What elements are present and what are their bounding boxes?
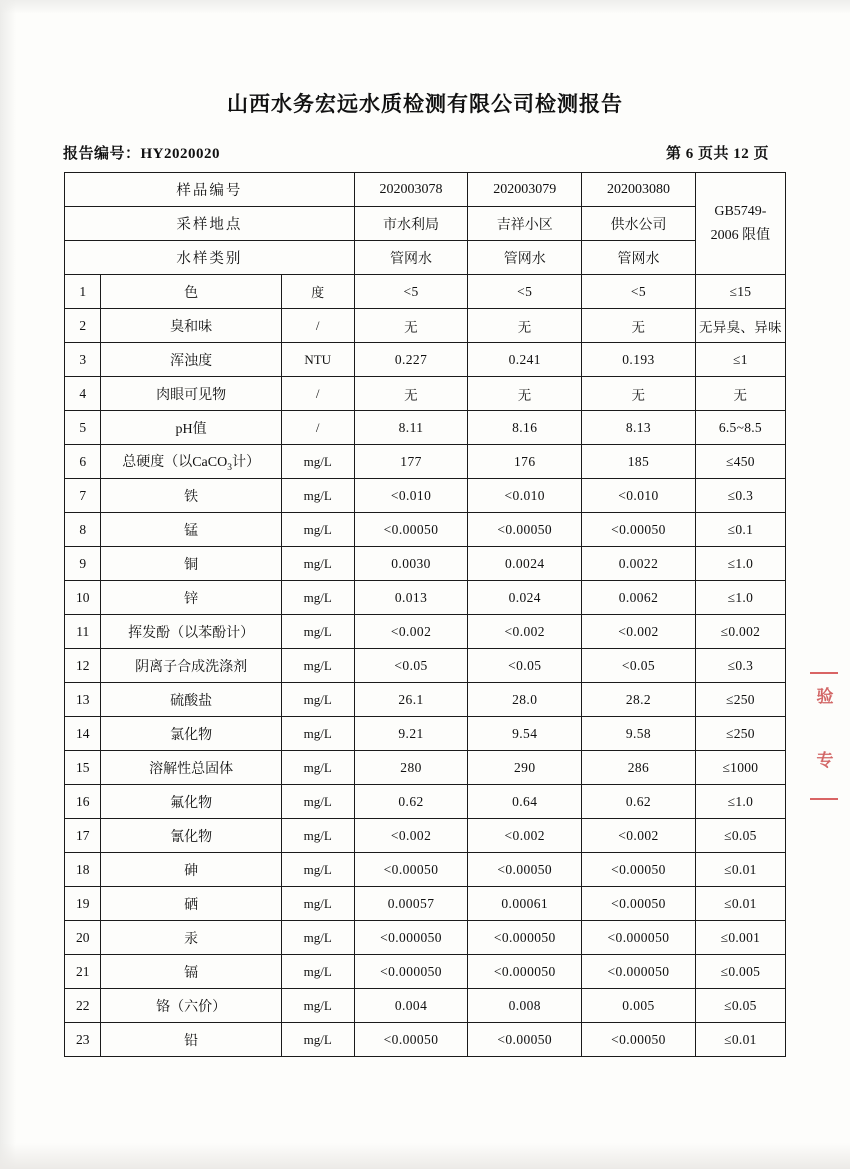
row-standard-limit: ≤0.002: [695, 615, 785, 649]
page-title: 山西水务宏远水质检测有限公司检测报告: [227, 92, 623, 116]
row-unit: mg/L: [281, 615, 354, 649]
row-standard-limit: ≤450: [695, 445, 785, 479]
seal-glyph-1: 验: [816, 687, 834, 706]
row-item-name: 铅: [101, 1023, 281, 1057]
table-header-row: [65, 241, 786, 275]
table-header-row: [65, 173, 786, 207]
results-table: [64, 172, 786, 1057]
row-value-sample-3: 0.005: [582, 989, 696, 1023]
location-3: 供水公司: [582, 207, 696, 241]
row-index: 5: [65, 411, 101, 445]
row-value-sample-2: <0.000050: [468, 955, 582, 989]
row-standard-limit: ≤0.05: [695, 819, 785, 853]
row-unit: /: [281, 309, 354, 343]
row-value-sample-1: <0.002: [354, 615, 468, 649]
row-value-sample-3: <5: [582, 275, 696, 309]
row-value-sample-1: 280: [354, 751, 468, 785]
row-value-sample-3: <0.00050: [582, 853, 696, 887]
row-unit: mg/L: [281, 683, 354, 717]
row-index: 10: [65, 581, 101, 615]
row-index: 8: [65, 513, 101, 547]
scan-edge-top: [0, 0, 850, 14]
table-row: [65, 1023, 786, 1057]
row-index: 4: [65, 377, 101, 411]
row-index: 11: [65, 615, 101, 649]
row-value-sample-2: 0.008: [468, 989, 582, 1023]
table-row: [65, 955, 786, 989]
row-value-sample-3: 0.0022: [582, 547, 696, 581]
row-value-sample-2: 176: [468, 445, 582, 479]
row-unit: mg/L: [281, 921, 354, 955]
row-value-sample-1: 无: [354, 377, 468, 411]
row-index: 17: [65, 819, 101, 853]
row-value-sample-2: <0.000050: [468, 921, 582, 955]
row-index: 21: [65, 955, 101, 989]
row-value-sample-2: 0.024: [468, 581, 582, 615]
row-unit: mg/L: [281, 445, 354, 479]
table-row: [65, 683, 786, 717]
row-value-sample-3: <0.000050: [582, 955, 696, 989]
row-unit: mg/L: [281, 547, 354, 581]
table-row: [65, 275, 786, 309]
row-item-name: 总硬度（以CaCO$_3$计）: [101, 445, 281, 479]
row-unit: mg/L: [281, 785, 354, 819]
table-row: [65, 445, 786, 479]
row-value-sample-1: <5: [354, 275, 468, 309]
row-standard-limit: ≤0.005: [695, 955, 785, 989]
row-unit: /: [281, 411, 354, 445]
seal-glyph-2: 专: [816, 751, 834, 770]
row-value-sample-2: 9.54: [468, 717, 582, 751]
row-value-sample-2: <0.00050: [468, 1023, 582, 1057]
row-index: 18: [65, 853, 101, 887]
row-value-sample-1: <0.010: [354, 479, 468, 513]
standard-header-line1: GB5749-: [714, 203, 767, 219]
row-standard-limit: 无异臭、异味: [695, 309, 785, 343]
row-standard-limit: ≤0.05: [695, 989, 785, 1023]
row-standard-limit: ≤1.0: [695, 785, 785, 819]
row-value-sample-2: 8.16: [468, 411, 582, 445]
row-value-sample-3: <0.00050: [582, 887, 696, 921]
row-value-sample-1: <0.000050: [354, 921, 468, 955]
table-row: [65, 921, 786, 955]
table-row: [65, 377, 786, 411]
row-value-sample-2: <5: [468, 275, 582, 309]
table-row: [65, 785, 786, 819]
row-value-sample-3: 185: [582, 445, 696, 479]
sample-no-2: 202003079: [468, 173, 582, 207]
sample-no-3: 202003080: [582, 173, 696, 207]
row-standard-limit: ≤0.3: [695, 649, 785, 683]
row-value-sample-3: 0.62: [582, 785, 696, 819]
row-standard-limit: 6.5~8.5: [695, 411, 785, 445]
row-unit: mg/L: [281, 513, 354, 547]
row-unit: mg/L: [281, 1023, 354, 1057]
report-meta: [63, 142, 787, 163]
row-value-sample-1: 177: [354, 445, 468, 479]
table-row: [65, 649, 786, 683]
row-value-sample-3: <0.000050: [582, 921, 696, 955]
row-index: 23: [65, 1023, 101, 1057]
table-row: [65, 717, 786, 751]
row-value-sample-2: <0.05: [468, 649, 582, 683]
row-value-sample-2: <0.00050: [468, 513, 582, 547]
row-value-sample-3: <0.00050: [582, 1023, 696, 1057]
row-value-sample-1: 0.00057: [354, 887, 468, 921]
row-standard-limit: ≤1: [695, 343, 785, 377]
row-value-sample-1: <0.000050: [354, 955, 468, 989]
row-value-sample-2: <0.002: [468, 819, 582, 853]
table-row: [65, 887, 786, 921]
row-value-sample-3: 0.0062: [582, 581, 696, 615]
row-value-sample-2: 28.0: [468, 683, 582, 717]
water-type-2: 管网水: [468, 241, 582, 275]
table-row: [65, 479, 786, 513]
row-unit: mg/L: [281, 717, 354, 751]
row-standard-limit: ≤1.0: [695, 581, 785, 615]
row-value-sample-2: <0.002: [468, 615, 582, 649]
row-unit: mg/L: [281, 887, 354, 921]
row-standard-limit: ≤0.01: [695, 887, 785, 921]
row-item-name: pH值: [101, 411, 281, 445]
row-item-name: 浑浊度: [101, 343, 281, 377]
row-value-sample-1: 9.21: [354, 717, 468, 751]
row-item-name: 氟化物: [101, 785, 281, 819]
row-item-name: 臭和味: [101, 309, 281, 343]
table-row: [65, 411, 786, 445]
row-unit: mg/L: [281, 955, 354, 989]
row-item-name: 铁: [101, 479, 281, 513]
row-unit: 度: [281, 275, 354, 309]
row-value-sample-1: 0.227: [354, 343, 468, 377]
row-value-sample-1: <0.00050: [354, 853, 468, 887]
row-index: 3: [65, 343, 101, 377]
row-value-sample-1: 0.004: [354, 989, 468, 1023]
row-unit: mg/L: [281, 819, 354, 853]
table-row: [65, 309, 786, 343]
row-value-sample-2: <0.00050: [468, 853, 582, 887]
row-value-sample-1: <0.05: [354, 649, 468, 683]
water-type-3: 管网水: [582, 241, 696, 275]
row-item-name: 硒: [101, 887, 281, 921]
row-value-sample-1: <0.002: [354, 819, 468, 853]
row-index: 20: [65, 921, 101, 955]
table-row: [65, 343, 786, 377]
row-value-sample-3: 无: [582, 377, 696, 411]
scan-edge-bottom: [0, 1143, 850, 1169]
header-label-sample-no: 样品编号: [65, 173, 355, 207]
row-item-name: 阴离子合成洗涤剂: [101, 649, 281, 683]
row-value-sample-3: 无: [582, 309, 696, 343]
table-row: [65, 547, 786, 581]
location-1: 市水利局: [354, 207, 468, 241]
row-standard-limit: ≤0.3: [695, 479, 785, 513]
row-standard-limit: ≤15: [695, 275, 785, 309]
row-unit: mg/L: [281, 853, 354, 887]
row-value-sample-3: <0.002: [582, 819, 696, 853]
row-unit: /: [281, 377, 354, 411]
row-unit: mg/L: [281, 649, 354, 683]
row-value-sample-1: 无: [354, 309, 468, 343]
row-index: 7: [65, 479, 101, 513]
row-standard-limit: ≤1000: [695, 751, 785, 785]
row-unit: mg/L: [281, 751, 354, 785]
table-row: [65, 989, 786, 1023]
row-index: 13: [65, 683, 101, 717]
scan-edge-left: [0, 0, 16, 1169]
row-item-name: 氰化物: [101, 819, 281, 853]
standard-header: [695, 173, 785, 275]
row-standard-limit: ≤0.01: [695, 1023, 785, 1057]
row-item-name: 氯化物: [101, 717, 281, 751]
row-standard-limit: ≤0.001: [695, 921, 785, 955]
row-item-name: 锌: [101, 581, 281, 615]
row-value-sample-2: 0.241: [468, 343, 582, 377]
row-unit: mg/L: [281, 479, 354, 513]
red-seal-artifact: [808, 672, 842, 812]
row-value-sample-1: <0.00050: [354, 1023, 468, 1057]
row-index: 19: [65, 887, 101, 921]
row-value-sample-2: 0.64: [468, 785, 582, 819]
row-item-name: 锰: [101, 513, 281, 547]
row-standard-limit: ≤0.01: [695, 853, 785, 887]
row-item-name: 铜: [101, 547, 281, 581]
row-item-name: 砷: [101, 853, 281, 887]
table-header-row: [65, 207, 786, 241]
row-value-sample-1: 0.0030: [354, 547, 468, 581]
row-value-sample-1: 0.62: [354, 785, 468, 819]
location-2: 吉祥小区: [468, 207, 582, 241]
row-value-sample-1: 8.11: [354, 411, 468, 445]
table-row: [65, 751, 786, 785]
row-index: 16: [65, 785, 101, 819]
row-item-name: 铬（六价）: [101, 989, 281, 1023]
row-value-sample-2: 无: [468, 309, 582, 343]
row-item-name: 镉: [101, 955, 281, 989]
row-item-name: 汞: [101, 921, 281, 955]
header-label-location: 采样地点: [65, 207, 355, 241]
standard-header-line2: 2006 限值: [710, 227, 771, 243]
row-index: 15: [65, 751, 101, 785]
row-value-sample-3: <0.002: [582, 615, 696, 649]
table-row: [65, 853, 786, 887]
row-value-sample-1: 0.013: [354, 581, 468, 615]
sample-no-1: 202003078: [354, 173, 468, 207]
row-item-name: 挥发酚（以苯酚计）: [101, 615, 281, 649]
row-value-sample-2: <0.010: [468, 479, 582, 513]
row-item-name: 硫酸盐: [101, 683, 281, 717]
row-item-name: 肉眼可见物: [101, 377, 281, 411]
row-item-name: 溶解性总固体: [101, 751, 281, 785]
row-index: 12: [65, 649, 101, 683]
row-value-sample-1: <0.00050: [354, 513, 468, 547]
row-value-sample-1: 26.1: [354, 683, 468, 717]
row-value-sample-2: 0.0024: [468, 547, 582, 581]
water-type-1: 管网水: [354, 241, 468, 275]
row-item-name: 色: [101, 275, 281, 309]
row-standard-limit: 无: [695, 377, 785, 411]
row-unit: NTU: [281, 343, 354, 377]
row-value-sample-2: 290: [468, 751, 582, 785]
row-standard-limit: ≤250: [695, 683, 785, 717]
row-value-sample-3: 9.58: [582, 717, 696, 751]
row-value-sample-3: <0.05: [582, 649, 696, 683]
row-value-sample-3: <0.010: [582, 479, 696, 513]
row-standard-limit: ≤0.1: [695, 513, 785, 547]
row-index: 14: [65, 717, 101, 751]
row-index: 9: [65, 547, 101, 581]
table-row: [65, 581, 786, 615]
row-value-sample-2: 0.00061: [468, 887, 582, 921]
row-value-sample-2: 无: [468, 377, 582, 411]
row-index: 1: [65, 275, 101, 309]
row-unit: mg/L: [281, 989, 354, 1023]
row-standard-limit: ≤1.0: [695, 547, 785, 581]
table-row: [65, 513, 786, 547]
row-value-sample-3: 0.193: [582, 343, 696, 377]
table-row: [65, 819, 786, 853]
row-index: 2: [65, 309, 101, 343]
row-unit: mg/L: [281, 581, 354, 615]
report-number: 报告编号：HY2020020: [63, 146, 221, 162]
row-value-sample-3: 8.13: [582, 411, 696, 445]
header-label-water-type: 水样类别: [65, 241, 355, 275]
row-value-sample-3: <0.00050: [582, 513, 696, 547]
row-index: 22: [65, 989, 101, 1023]
row-value-sample-3: 28.2: [582, 683, 696, 717]
row-standard-limit: ≤250: [695, 717, 785, 751]
row-value-sample-3: 286: [582, 751, 696, 785]
page-number: 第 6 页共 12 页: [665, 146, 769, 162]
row-index: 6: [65, 445, 101, 479]
table-row: [65, 615, 786, 649]
